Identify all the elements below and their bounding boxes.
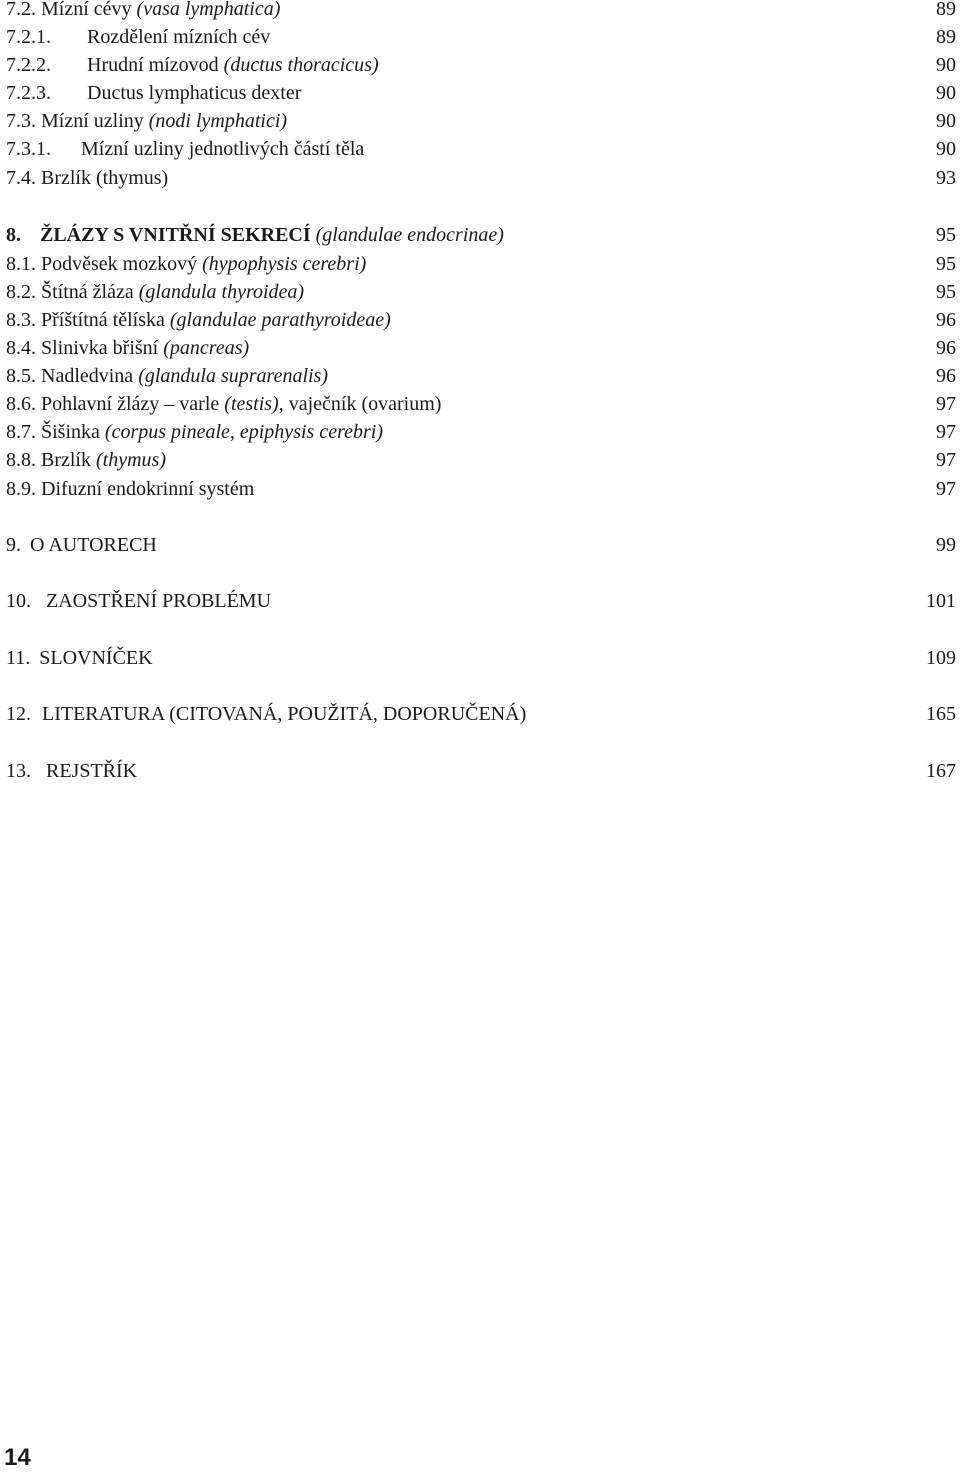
toc-entry-title: Podvěsek mozkový (41, 253, 203, 275)
toc-entry-title: REJSTŘÍK (46, 760, 138, 782)
toc-entry-number: 8.7. (6, 421, 36, 443)
toc-entry-page: 99 (936, 534, 956, 556)
toc-entry-title-latin: (glandula suprarenalis) (138, 365, 329, 387)
toc-chapter-13[interactable] (6, 759, 956, 783)
toc-entry-title: Difuzní endokrinní systém (41, 478, 255, 500)
toc-entry-title: Mízní cévy (41, 0, 137, 20)
toc-entry-title-latin: (hypophysis cerebri) (202, 253, 367, 275)
toc-entry-page: 96 (936, 365, 956, 387)
toc-entry-title: Slinivka břišní (41, 337, 164, 359)
toc-entry-7-4[interactable] (6, 166, 956, 190)
toc-entry-page: 90 (936, 82, 956, 104)
toc-entry-title: Mízní uzliny (41, 110, 149, 132)
toc-entry-page: 95 (936, 224, 956, 246)
toc-entry-title-latin: (thymus) (96, 449, 166, 471)
toc-entry-page: 97 (936, 421, 956, 443)
toc-entry-title-latin: (testis) (224, 393, 279, 415)
page-number: 14 (4, 1444, 31, 1471)
toc-entry-number: 7.2.2. (6, 54, 51, 76)
toc-entry-page: 109 (926, 647, 956, 669)
toc-entry-page: 95 (936, 281, 956, 303)
toc-entry-number: 7.2.3. (6, 82, 51, 104)
toc-chapter-8[interactable] (6, 223, 956, 247)
toc-entry-title-tail: , vaječník (ovarium) (278, 393, 442, 415)
toc-entry-title: Příštítná tělíska (41, 309, 170, 331)
toc-entry-page: 90 (936, 138, 956, 160)
toc-entry-number: 10. (6, 590, 31, 612)
toc-entry-number: 12. (6, 703, 31, 725)
toc-entry-8-5[interactable] (6, 364, 956, 388)
toc-entry-8-1[interactable] (6, 252, 956, 276)
toc-entry-title: O AUTORECH (30, 534, 157, 556)
toc-entry-7-2[interactable] (6, 0, 956, 21)
toc-entry-number: 8.1. (6, 253, 36, 275)
toc-entry-title-latin: (ductus thoracicus) (223, 54, 379, 76)
toc-entry-number: 8.6. (6, 393, 36, 415)
toc-entry-number: 8.4. (6, 337, 36, 359)
toc-entry-page: 89 (936, 0, 956, 20)
toc-entry-page: 97 (936, 449, 956, 471)
toc-chapter-11[interactable] (6, 646, 956, 670)
toc-entry-title-latin: (vasa lymphatica) (136, 0, 281, 20)
toc-chapter-12[interactable] (6, 702, 956, 726)
toc-entry-page: 95 (936, 253, 956, 275)
toc-entry-8-3[interactable] (6, 308, 956, 332)
toc-chapter-9[interactable] (6, 533, 956, 557)
toc-entry-page: 96 (936, 309, 956, 331)
toc-entry-7-2-3[interactable] (6, 81, 956, 105)
toc-entry-number: 8.5. (6, 365, 36, 387)
toc-entry-title: Pohlavní žlázy – varle (41, 393, 225, 415)
toc-entry-8-2[interactable] (6, 280, 956, 304)
toc-entry-page: 96 (936, 337, 956, 359)
toc-entry-title: ZAOSTŘENÍ PROBLÉMU (46, 590, 272, 612)
toc-entry-page: 165 (926, 703, 956, 725)
toc-entry-title: ŽLÁZY S VNITŘNÍ SEKRECÍ (40, 224, 311, 246)
toc-entry-title: Nadledvina (41, 365, 139, 387)
toc-entry-number: 8.9. (6, 478, 36, 500)
toc-entry-page: 90 (936, 54, 956, 76)
toc-entry-7-3[interactable] (6, 109, 956, 133)
toc-entry-8-7[interactable] (6, 420, 956, 444)
toc-entry-page: 97 (936, 393, 956, 415)
toc-entry-7-2-2[interactable] (6, 53, 956, 77)
toc-entry-8-4[interactable] (6, 336, 956, 360)
toc-entry-8-9[interactable] (6, 477, 956, 501)
toc-entry-number: 8. (6, 224, 21, 246)
toc-entry-number: 11. (6, 647, 31, 669)
toc-entry-number: 13. (6, 760, 31, 782)
toc-entry-title-latin: (glandula thyroidea) (138, 281, 305, 303)
toc-entry-page: 97 (936, 478, 956, 500)
toc-entry-number: 9. (6, 534, 21, 556)
toc-entry-title-latin: (pancreas) (163, 337, 250, 359)
toc-entry-number: 8.8. (6, 449, 36, 471)
toc-entry-title: Brzlík (41, 449, 96, 471)
toc-entry-page: 93 (936, 167, 956, 189)
toc-entry-title: Brzlík (thymus) (41, 167, 169, 189)
toc-entry-number: 7.2.1. (6, 26, 51, 48)
toc-entry-title: Šišinka (41, 421, 105, 443)
toc-entry-title-latin: (glandulae endocrinae) (310, 224, 504, 246)
toc-entry-page: 101 (926, 590, 956, 612)
toc-entry-number: 7.3. (6, 110, 36, 132)
toc-entry-7-2-1[interactable] (6, 25, 956, 49)
toc-entry-title: SLOVNÍČEK (39, 647, 153, 669)
toc-entry-title: Hrudní mízovod (87, 54, 224, 76)
toc-entry-title-latin: (nodi lymphatici) (148, 110, 288, 132)
toc-entry-title: Rozdělení mízních cév (87, 26, 271, 48)
toc-entry-title: Mízní uzliny jednotlivých částí těla (81, 138, 365, 160)
toc-chapter-10[interactable] (6, 589, 956, 613)
toc-entry-number: 8.2. (6, 281, 36, 303)
toc-entry-page: 167 (926, 760, 956, 782)
toc-entry-title: Ductus lymphaticus dexter (87, 82, 302, 104)
toc-entry-number: 7.4. (6, 167, 36, 189)
toc-entry-title: LITERATURA (CITOVANÁ, POUŽITÁ, DOPORUČENÁ) (42, 703, 527, 725)
toc-entry-title-latin: (glandulae parathyroideae) (169, 309, 391, 331)
toc-entry-title-latin: (corpus pineale, epiphysis cerebri) (104, 421, 383, 443)
toc-entry-8-6[interactable] (6, 392, 956, 416)
toc-entry-8-8[interactable] (6, 448, 956, 472)
toc-entry-number: 7.2. (6, 0, 36, 20)
toc-entry-number: 8.3. (6, 309, 36, 331)
toc-entry-title: Štítná žláza (41, 281, 139, 303)
toc-entry-page: 89 (936, 26, 956, 48)
toc-entry-number: 7.3.1. (6, 138, 51, 160)
toc-entry-7-3-1[interactable] (6, 137, 956, 161)
toc-entry-page: 90 (936, 110, 956, 132)
